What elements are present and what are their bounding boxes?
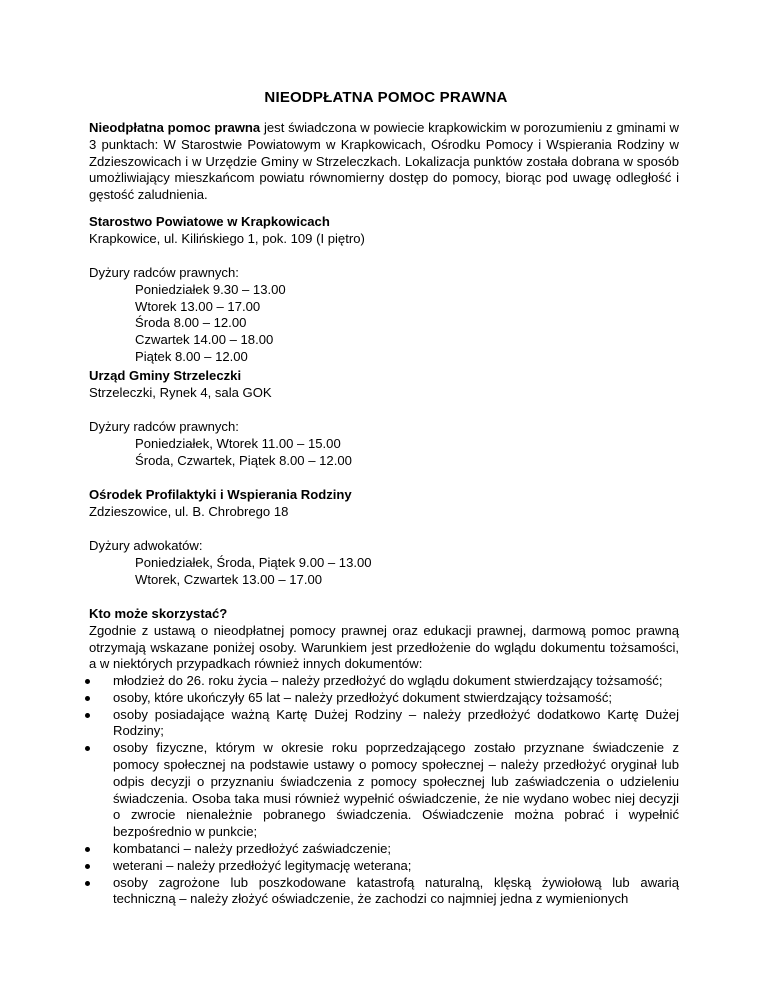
hours-line: Poniedziałek 9.30 – 13.00 xyxy=(135,281,286,297)
hours-line: Poniedziałek, Wtorek 11.00 – 15.00 xyxy=(135,435,341,451)
hours-line: Wtorek 13.00 – 17.00 xyxy=(135,298,261,314)
page-title: NIEODPŁATNA POMOC PRAWNA xyxy=(264,89,508,106)
list-item: kombatanci – należy przedłożyć zaświadczenie; xyxy=(89,841,679,858)
location-name: Urząd Gminy Strzeleczki xyxy=(89,368,242,383)
intro-paragraph xyxy=(89,120,679,204)
eligibility-list xyxy=(89,673,679,908)
hours-line: Czwartek 14.00 – 18.00 xyxy=(135,332,274,348)
location-2-hours xyxy=(89,419,679,469)
list-item: osoby zagrożone lub poszkodowane katastrofą naturalną, klęską żywiołową lub awarią techniczną – należy złożyć oświadczenie, że zachodzi co najmniej jedna z wymienionych xyxy=(89,875,679,909)
hours-line: Środa 8.00 – 12.00 xyxy=(135,315,247,331)
list-item: osoby posiadające ważną Kartę Dużej Rodziny – należy przedłożyć dodatkowo Kartę Dużej Rodziny; xyxy=(89,707,679,741)
location-address: Zdzieszowice, ul. B. Chrobrego 18 xyxy=(89,503,289,519)
hours-line: Poniedziałek, Środa, Piątek 9.00 – 13.00 xyxy=(135,554,372,570)
duty-label: Dyżury radców prawnych: xyxy=(89,419,239,434)
hours-line: Środa, Czwartek, Piątek 8.00 – 12.00 xyxy=(135,452,352,468)
duty-label: Dyżury adwokatów: xyxy=(89,538,203,553)
bullet-icon xyxy=(85,746,90,751)
hours-line: Wtorek, Czwartek 13.00 – 17.00 xyxy=(135,571,323,587)
location-3 xyxy=(89,487,679,521)
hours-line: Piątek 8.00 – 12.00 xyxy=(135,348,248,364)
bullet-icon xyxy=(85,713,90,718)
intro-bold: Nieodpłatna pomoc prawna xyxy=(89,120,261,135)
intro-text: jest świadczona w powiecie krapkowickim w porozumieniu z gminami w 3 punktach: W Starostwie Powiatowym w Krapkowicach, Ośrodku Pomocy i Wspierania Rodziny w Zdzieszowicach i w Urzędzie Gminy w Strzeleczkach. Lokalizacja punktów została dobrana w sposób umożliwiający mieszkańcom powiatu równomierny dostęp do pomocy, biorąc pod uwagę odległość i gęstość zaludnienia. xyxy=(89,120,680,203)
location-1 xyxy=(89,214,679,248)
location-name: Ośrodek Profilaktyki i Wspierania Rodziny xyxy=(89,487,352,502)
list-item: osoby, które ukończyły 65 lat – należy przedłożyć dokument stwierdzający tożsamość; xyxy=(89,690,679,707)
location-2 xyxy=(89,368,679,402)
list-item: młodzież do 26. roku życia – należy przedłożyć do wglądu dokument stwierdzający tożsamość; xyxy=(89,673,679,690)
eligibility-section xyxy=(89,606,679,673)
location-1-hours xyxy=(89,265,679,366)
location-3-hours xyxy=(89,538,679,588)
bullet-icon xyxy=(85,864,90,869)
bullet-icon xyxy=(85,696,90,701)
location-name: Starostwo Powiatowe w Krapkowicach xyxy=(89,214,330,229)
bullet-icon xyxy=(85,881,90,886)
duty-label: Dyżury radców prawnych: xyxy=(89,265,239,280)
bullet-icon xyxy=(85,679,90,684)
section-heading: Kto może skorzystać? xyxy=(89,606,228,621)
list-item: weterani – należy przedłożyć legitymację weterana; xyxy=(89,858,679,875)
location-address: Krapkowice, ul. Kilińskiego 1, pok. 109 (I piętro) xyxy=(89,230,365,246)
bullet-icon xyxy=(85,847,90,852)
eligibility-text: Zgodnie z ustawą o nieodpłatnej pomocy prawnej oraz edukacji prawnej, darmową pomoc prawną otrzymają wskazane poniżej osoby. Warunkiem jest przedłożenie do wglądu dokumentu tożsamości, a w niektórych przypadkach również innych dokumentów: xyxy=(89,622,679,672)
list-item: osoby fizyczne, którym w okresie roku poprzedzającego zostało przyznane świadczenie z pomocy społecznej na podstawie ustawy o pomocy społecznej – należy przedłożyć oryginał lub odpis decyzji o przyznaniu świadczenia z pomocy społecznej lub zaświadczenia o udzieleniu świadczenia. Osoba taka musi również wypełnić oświadczenie, że nie wydano wobec niej decyzji o zwrocie nienależnie pobranego świadczenia. Oświadczenie można pobrać i wypełnić bezpośrednio w punkcie; xyxy=(89,740,679,841)
location-address: Strzeleczki, Rynek 4, sala GOK xyxy=(89,384,272,400)
